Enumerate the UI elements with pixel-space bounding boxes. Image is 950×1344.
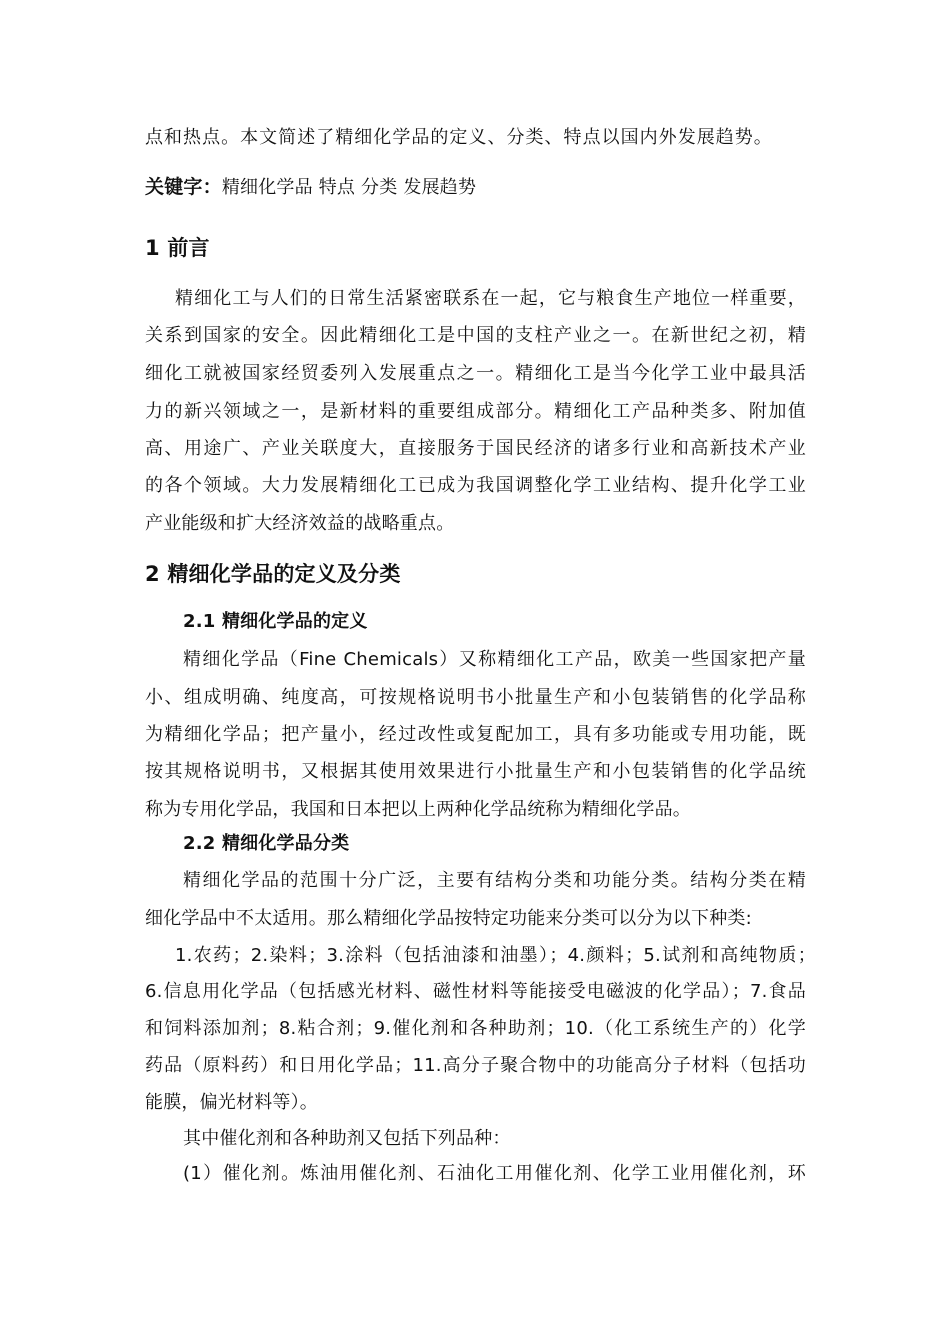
intro-tail-text: 点和热点。本文简述了精细化学品的定义、分类、特点以国内外发展趋势。	[145, 127, 772, 148]
section-2-1-line: 按其规格说明书，又根据其使用效果进行小批量生产和小包装销售的化学品统	[145, 761, 806, 782]
auxiliary-intro-text: 其中催化剂和各种助剂又包括下列品种：	[183, 1128, 511, 1149]
category-list-line: 6.信息用化学品（包括感光材料、磁性材料等能接受电磁波的化学品）；7.食品	[145, 981, 806, 1002]
section-2-1-line: 精细化学品（Fine Chemicals）又称精细化工产品，欧美一些国家把产量	[183, 649, 806, 670]
category-list-line: 能膜，偏光材料等）。	[145, 1092, 318, 1113]
category-list-line: 药品（原料药）和日用化学品；11.高分子聚合物中的功能高分子材料（包括功	[145, 1055, 806, 1076]
section-1-heading: 1 前言	[145, 236, 210, 260]
category-list-line: 1.农药；2.染料；3.涂料（包括油漆和油墨）；4.颜料；5.试剂和高纯物质；	[175, 945, 816, 966]
keywords-label: 关键字：	[145, 176, 222, 198]
keywords-line	[145, 174, 476, 201]
section-1-line: 高、用途广、产业关联度大，直接服务于国民经济的诸多行业和高新技术产业	[145, 438, 806, 459]
section-1-line: 产业能级和扩大经济效益的战略重点。	[145, 513, 455, 534]
section-1-line: 精细化工与人们的日常生活紧密联系在一起，它与粮食生产地位一样重要，	[175, 288, 806, 309]
section-2-heading: 2 精细化学品的定义及分类	[145, 562, 401, 586]
section-2-1-heading: 2.1 精细化学品的定义	[183, 611, 368, 632]
section-1-line: 细化工就被国家经贸委列入发展重点之一。精细化工是当今化学工业中最具活	[145, 363, 806, 384]
keywords-value: 精细化学品 特点 分类 发展趋势	[221, 177, 477, 198]
section-1-line: 的各个领域。大力发展精细化工已成为我国调整化学工业结构、提升化学工业	[145, 475, 806, 496]
section-1-line: 力的新兴领域之一，是新材料的重要组成部分。精细化工产品种类多、附加值	[145, 401, 806, 422]
section-2-1-line: 为精细化学品；把产量小，经过改性或复配加工，具有多功能或专用功能，既	[145, 724, 806, 745]
section-1-line: 关系到国家的安全。因此精细化工是中国的支柱产业之一。在新世纪之初，精	[145, 325, 806, 346]
section-2-2-heading: 2.2 精细化学品分类	[183, 833, 350, 854]
section-2-1-line: 称为专用化学品，我国和日本把以上两种化学品统称为精细化学品。	[145, 799, 691, 820]
section-2-2-line: 细化学品中不太适用。那么精细化学品按特定功能来分类可以分为以下种类:	[145, 908, 752, 929]
section-2-1-line: 小、组成明确、纯度高，可按规格说明书小批量生产和小包装销售的化学品称	[145, 687, 806, 708]
category-list-line: 和饲料添加剂；8.粘合剂；9.催化剂和各种助剂；10.（化工系统生产的）化学	[145, 1018, 806, 1039]
section-2-2-line: 精细化学品的范围十分广泛，主要有结构分类和功能分类。结构分类在精	[183, 870, 806, 891]
catalyst-item-text: (1）催化剂。炼油用催化剂、石油化工用催化剂、化学工业用催化剂，环	[183, 1163, 806, 1184]
